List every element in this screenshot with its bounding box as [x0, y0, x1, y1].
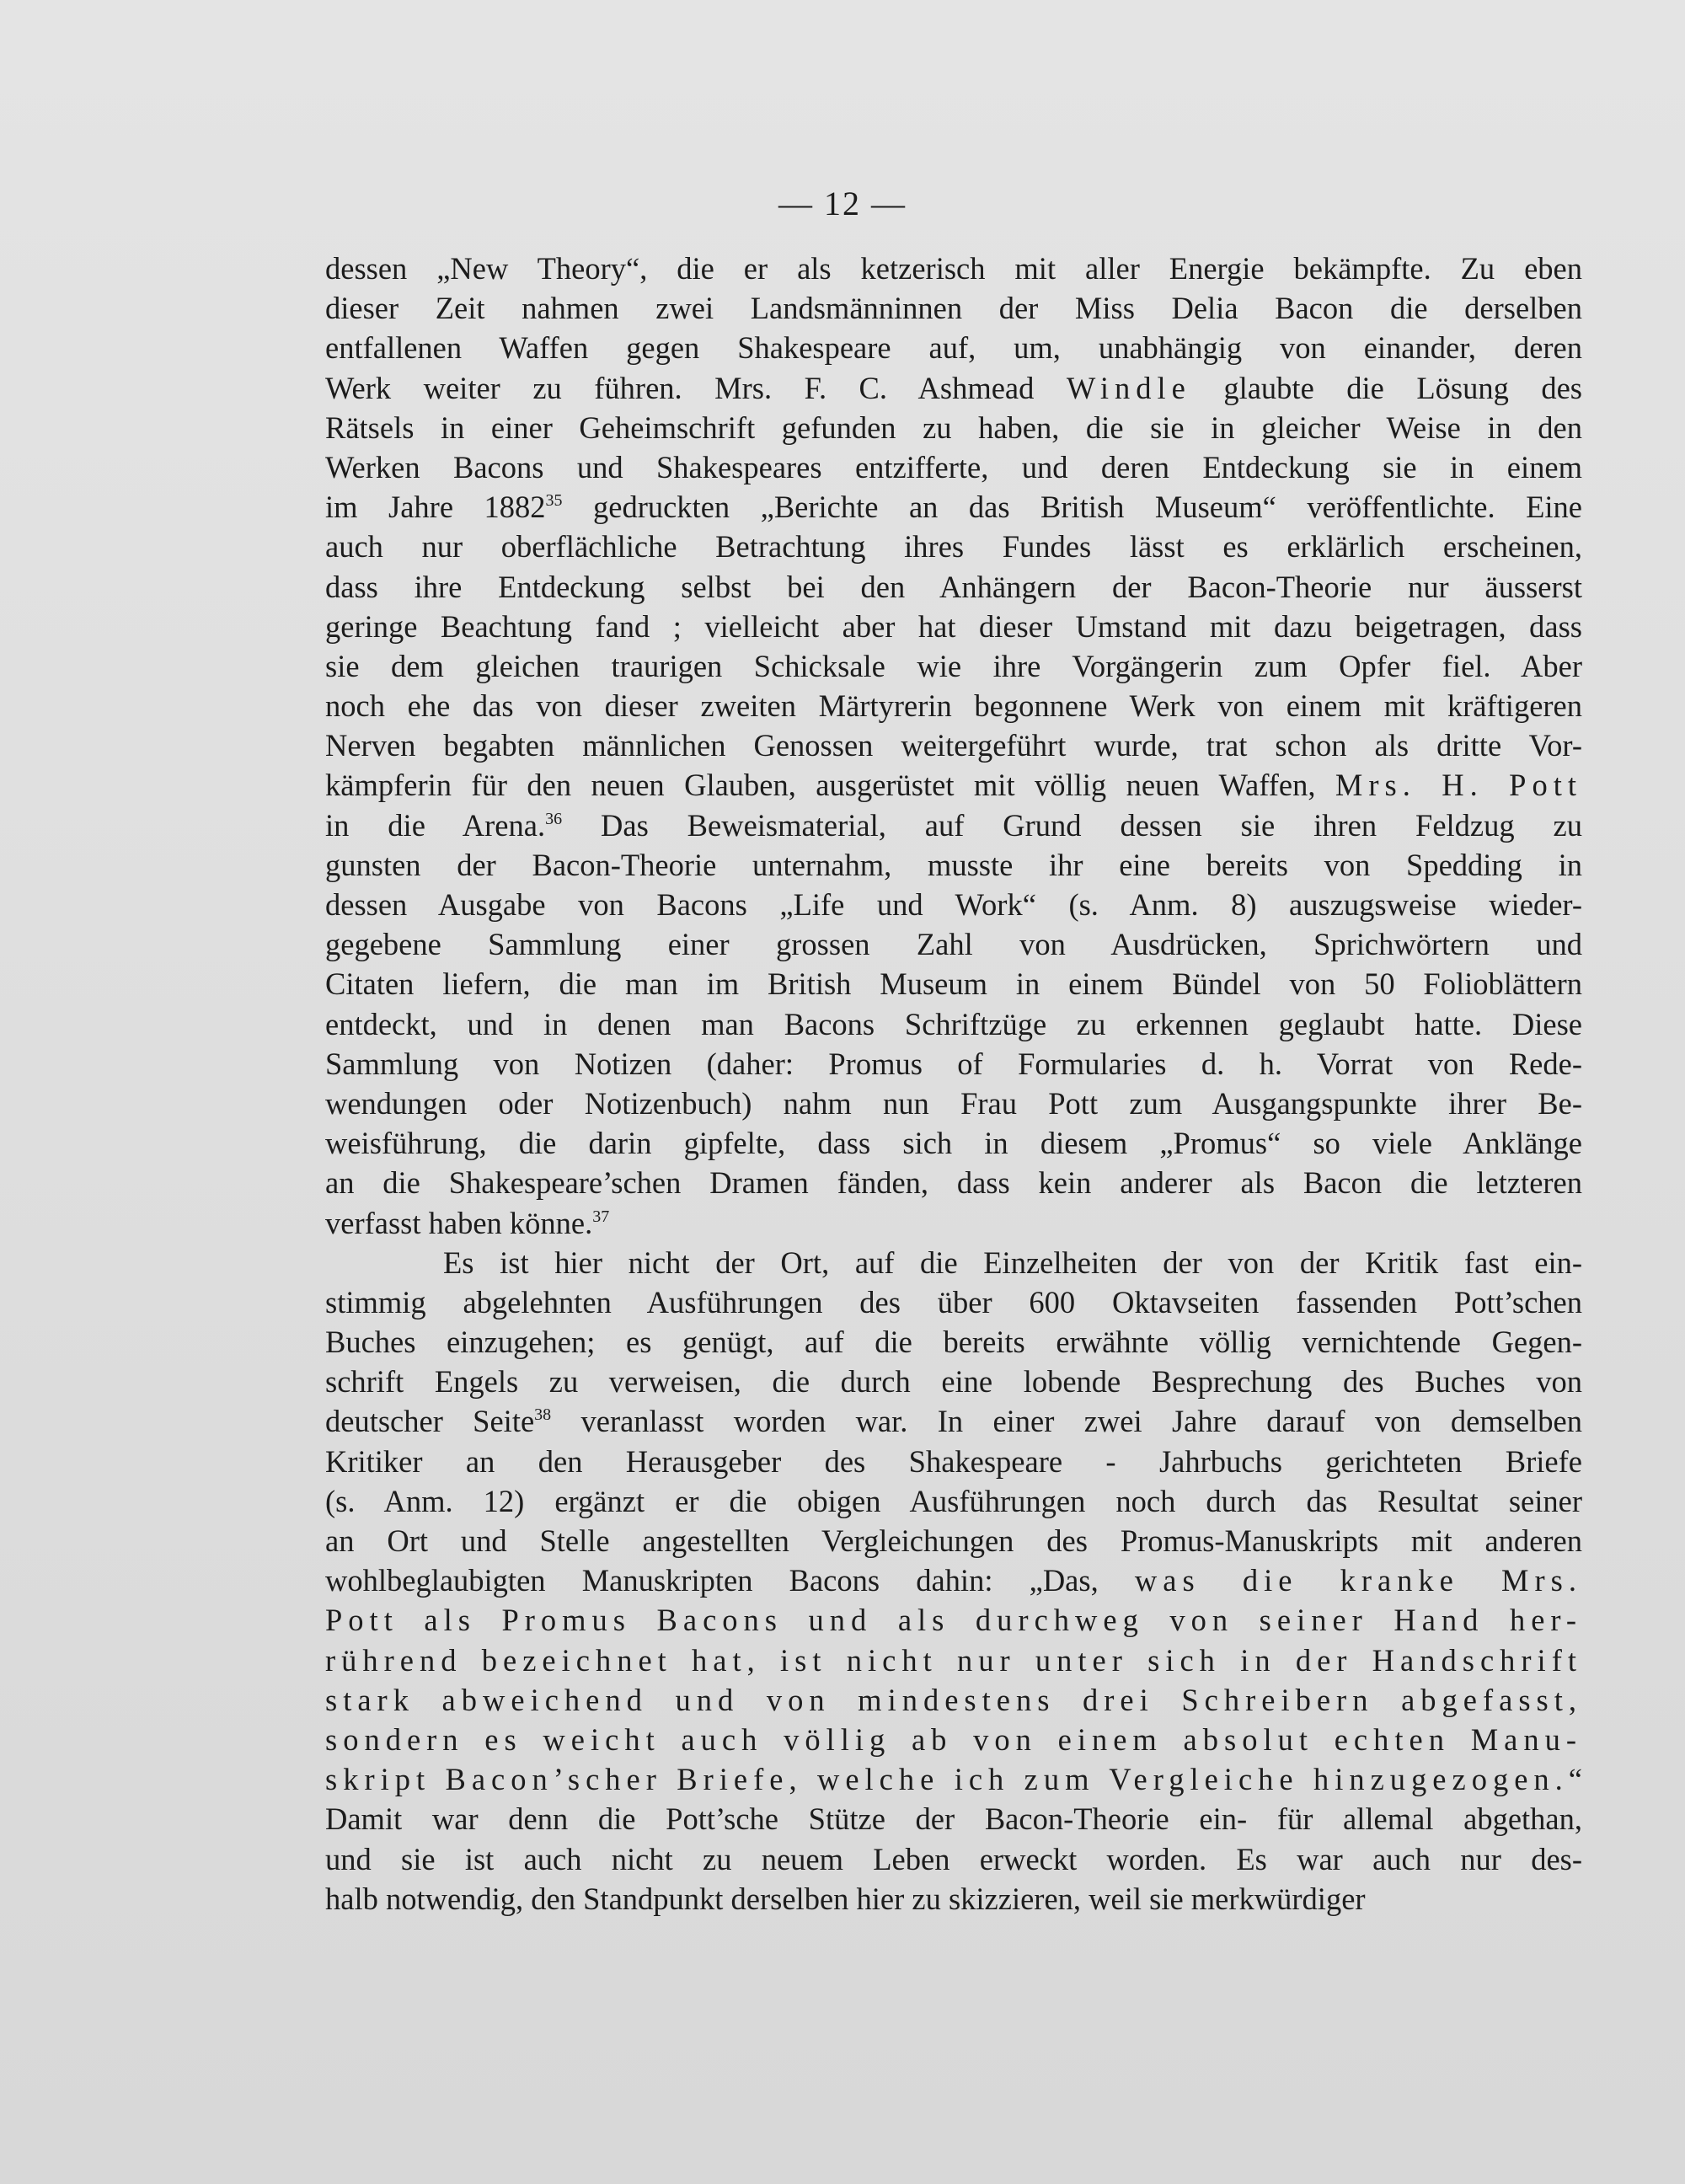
text-segment: Werk weiter zu führen. Mrs. F. C. Ashmead — [325, 370, 1067, 405]
text-segment: dessen „New Theory“, die er als ketzerisch mit aller Energie bekämpfte. Zu eben — [325, 251, 1582, 286]
text-line — [325, 1481, 1582, 1521]
text-line — [325, 1362, 1582, 1401]
text-segment: Kritiker an den Herausgeber des Shakespeare - Jahrbuchs gerichteten Briefe — [325, 1443, 1582, 1479]
text-line — [325, 368, 1582, 408]
page-number: — 12 — — [778, 185, 907, 222]
text-line — [325, 1243, 1582, 1282]
text-line — [325, 1799, 1582, 1839]
text-line — [325, 1401, 1582, 1441]
text-line — [325, 1759, 1582, 1799]
text-line — [325, 845, 1582, 885]
text-segment: Sammlung von Notizen (daher: Promus of Formularies d. h. Vorrat von Rede- — [325, 1046, 1582, 1081]
text-line — [325, 646, 1582, 686]
spaced-text: sondern es weicht auch völlig ab von einem absolut echten Manu- — [325, 1721, 1582, 1757]
text-line — [325, 885, 1582, 924]
text-segment: Rätsels in einer Geheimschrift gefunden zu haben, die sie in gleicher Weise in den — [325, 410, 1582, 445]
text-segment: Das Beweismaterial, auf Grund dessen sie ihren Feldzug zu — [562, 807, 1582, 843]
text-segment: Damit war denn die Pott’sche Stütze der Bacon-Theorie ein- für allemal abgethan, — [325, 1801, 1582, 1837]
text-segment: dass ihre Entdeckung selbst bei den Anhängern der Bacon-Theorie nur äusserst — [325, 569, 1582, 604]
spaced-text: stark abweichend und von mindestens drei Schreibern abgefasst, — [325, 1682, 1582, 1717]
text-line — [325, 1600, 1582, 1640]
spaced-text: Windle — [1066, 370, 1191, 405]
text-segment: stimmig abgelehnten Ausführungen des über 600 Oktavseiten fassenden Pott’schen — [325, 1284, 1582, 1320]
text-segment: glaubte die Lösung des — [1190, 370, 1582, 405]
text-segment: dieser Zeit nahmen zwei Landsmänninnen der Miss Delia Bacon die derselben — [325, 291, 1582, 326]
text-line — [325, 806, 1582, 845]
text-segment: gunsten der Bacon-Theorie unternahm, musste ihr eine bereits von Spedding in — [325, 847, 1582, 882]
text-segment: in die Arena. — [325, 807, 546, 843]
text-segment: entfallenen Waffen gegen Shakespeare auf, um, unabhängig von einander, deren — [325, 330, 1582, 366]
paragraph — [325, 249, 1582, 1243]
text-segment: auch nur oberflächliche Betrachtung ihres Fundes lässt es erklärlich erscheinen, — [325, 529, 1582, 565]
spaced-text: Mrs. H. Pott — [1335, 768, 1582, 803]
text-line — [325, 607, 1582, 646]
text-segment: geringe Beachtung fand ; vielleicht aber hat dieser Umstand mit dazu beigetragen, dass — [325, 608, 1582, 644]
text-line — [325, 1641, 1582, 1680]
text-line — [325, 1879, 1582, 1919]
text-line — [325, 1521, 1582, 1560]
text-segment: schrift Engels zu verweisen, die durch eine lobende Besprechung des Buches von — [325, 1364, 1582, 1400]
text-segment: an die Shakespeare’schen Dramen fänden, dass kein anderer als Bacon die letzteren — [325, 1165, 1582, 1201]
footnote-ref: 38 — [534, 1405, 552, 1425]
text-line — [325, 1163, 1582, 1202]
text-segment: halb notwendig, den Standpunkt derselben hier zu skizzieren, weil sie merkwürdiger — [325, 1881, 1366, 1916]
text-line — [325, 1839, 1582, 1879]
text-segment: “ — [1568, 1762, 1582, 1797]
text-line — [325, 447, 1582, 487]
text-line — [325, 964, 1582, 1004]
text-segment: Werken Bacons und Shakespeares entzifferte, und deren Entdeckung sie in einem — [325, 449, 1582, 484]
text-line — [325, 1322, 1582, 1362]
text-line — [325, 487, 1582, 527]
text-segment: wohlbeglaubigten Manuskripten Bacons dahin: „Das, — [325, 1563, 1135, 1598]
footnote-ref: 37 — [592, 1207, 610, 1226]
text-segment: noch ehe das von dieser zweiten Märtyrerin begonnene Werk von einem mit kräftigeren — [325, 688, 1582, 724]
text-line — [325, 1282, 1582, 1322]
text-segment: (s. Anm. 12) ergänzt er die obigen Ausführungen noch durch das Resultat seiner — [325, 1483, 1582, 1518]
text-line — [325, 527, 1582, 566]
text-segment: an Ort und Stelle angestellten Vergleichungen des Promus-Manuskripts mit anderen — [325, 1523, 1582, 1558]
spaced-text: Pott als Promus Bacons und als durchweg von seiner Hand her- — [325, 1603, 1582, 1638]
footnote-ref: 35 — [545, 491, 563, 511]
text-line — [325, 408, 1582, 447]
text-segment: kämpferin für den neuen Glauben, ausgerüstet mit völlig neuen Waffen, — [325, 768, 1335, 803]
text-segment: Es ist hier nicht der Ort, auf die Einzelheiten der von der Kritik fast ein- — [443, 1245, 1582, 1280]
paragraph — [325, 1243, 1582, 1919]
text-line — [325, 1123, 1582, 1163]
text-line — [325, 725, 1582, 765]
text-segment: verfasst haben könne. — [325, 1205, 593, 1240]
spaced-text: rührend bezeichnet hat, ist nicht nur unter sich in der Handschrift — [325, 1642, 1582, 1678]
text-segment: wendungen oder Notizenbuch) nahm nun Frau Pott zum Ausgangspunkte ihrer Be- — [325, 1085, 1582, 1121]
text-line — [325, 1720, 1582, 1759]
text-segment: gedruckten „Berichte an das British Museum“ veröffentlichte. Eine — [562, 490, 1582, 525]
text-line — [325, 1203, 1582, 1243]
text-line — [325, 924, 1582, 964]
text-line — [325, 765, 1582, 805]
text-line — [325, 249, 1582, 288]
text-line — [325, 1680, 1582, 1720]
text-segment: sie dem gleichen traurigen Schicksale wie ihre Vorgängerin zum Opfer fiel. Aber — [325, 648, 1582, 683]
text-segment: und sie ist auch nicht zu neuem Leben erweckt worden. Es war auch nur des- — [325, 1841, 1582, 1876]
text-line — [325, 288, 1582, 328]
text-line — [325, 1004, 1582, 1044]
text-line — [325, 686, 1582, 725]
text-segment: deutscher Seite — [325, 1404, 535, 1439]
text-segment: weisführung, die darin gipfelte, dass sich in diesem „Promus“ so viele Anklänge — [325, 1126, 1582, 1161]
footnote-ref: 36 — [545, 809, 563, 828]
text-line — [325, 1044, 1582, 1084]
text-segment: im Jahre 1882 — [325, 490, 546, 525]
text-line — [325, 1560, 1582, 1600]
text-line — [325, 1442, 1582, 1481]
text-segment: dessen Ausgabe von Bacons „Life und Work“ (s. Anm. 8) auszugsweise wieder- — [325, 887, 1582, 922]
text-segment: Buches einzugehen; es genügt, auf die bereits erwähnte völlig vernichtende Gegen- — [325, 1325, 1582, 1360]
spaced-text: skript Bacon’scher Briefe, welche ich zum Vergleiche hinzugezogen. — [325, 1762, 1569, 1797]
body-text — [325, 249, 1582, 1919]
text-segment: entdeckt, und in denen man Bacons Schriftzüge zu erkennen geglaubt hatte. Diese — [325, 1006, 1582, 1041]
text-segment: gegebene Sammlung einer grossen Zahl von Ausdrücken, Sprichwörtern und — [325, 927, 1582, 962]
text-segment: Citaten liefern, die man im British Museum in einem Bündel von 50 Folioblättern — [325, 966, 1582, 1002]
spaced-text: was die kranke Mrs. — [1134, 1563, 1582, 1598]
text-line — [325, 567, 1582, 607]
text-line — [325, 1084, 1582, 1123]
text-segment: Nerven begabten männlichen Genossen weitergeführt wurde, trat schon als dritte Vor- — [325, 728, 1582, 763]
text-line — [325, 328, 1582, 367]
text-segment: veranlasst worden war. In einer zwei Jahre darauf von demselben — [551, 1404, 1582, 1439]
